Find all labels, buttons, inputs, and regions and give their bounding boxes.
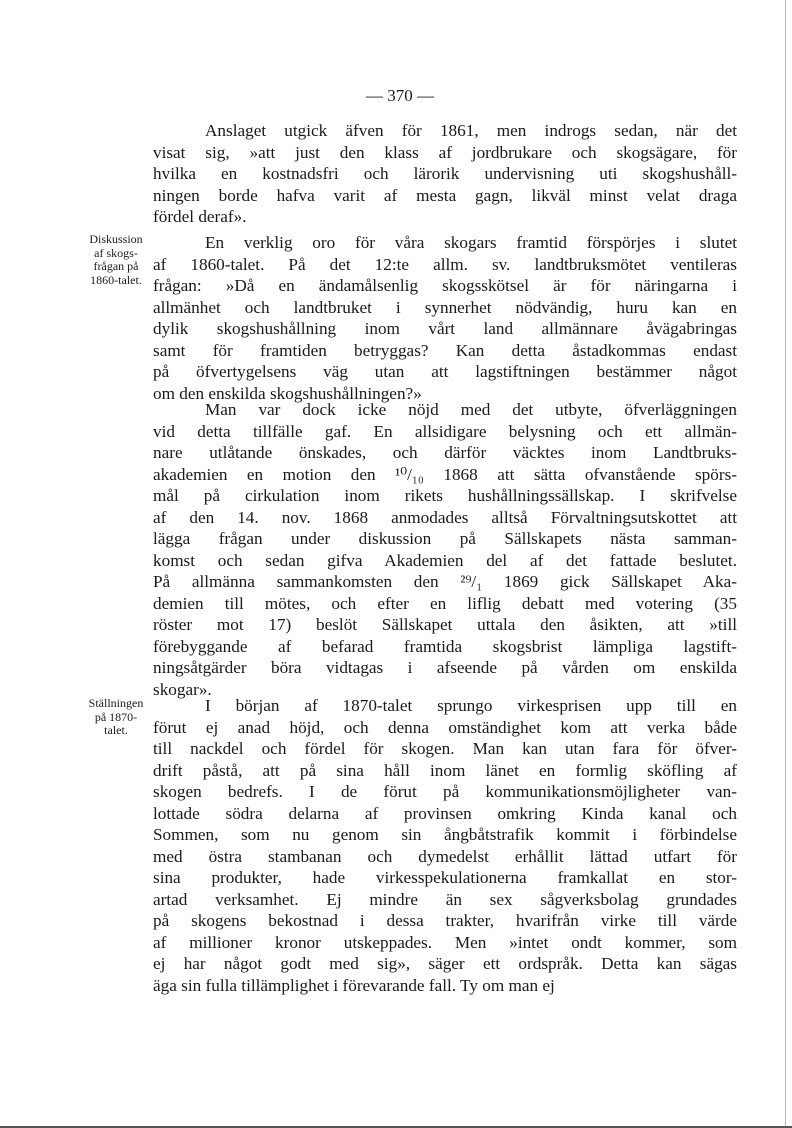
paragraph-4	[153, 695, 737, 996]
text-line: förut ej anad höjd, och denna omständighet kom att verka både	[153, 717, 737, 737]
text-line: med östra stambanan och dymedelst erhållit lättad utfart för	[153, 846, 737, 866]
paragraph-1	[153, 120, 737, 228]
text-line: I början af 1870-talet sprungo virkesprisen upp till en	[205, 696, 737, 715]
text-line: lottade södra delarna af provinsen omkring Kinda kanal och	[153, 803, 737, 823]
margin-note-line: af skogs-	[94, 245, 138, 260]
text-line: om den enskilda skogshushållningen?»	[153, 383, 422, 403]
text-line: allmänhet och landtbruket i synnerhet nödvändig, huru kan en	[153, 297, 737, 317]
margin-note-1870s	[78, 697, 154, 738]
text-line: nare utlåtande önskades, och därför väcktes inom Landtbruks-	[153, 443, 737, 462]
text-line: ningen borde hafva varit af mesta gagn, likväl minst velat draga	[153, 185, 737, 205]
margin-note-line: Ställningen	[88, 696, 144, 710]
text-line: skogar».	[153, 679, 212, 699]
text-line: komst och sedan gifva Akademien del af det fattade beslutet.	[153, 550, 737, 570]
text-line: fördel deraf».	[153, 207, 247, 226]
margin-note-line: 1860-talet.	[90, 272, 142, 287]
text-line: förebyggande af befarad framtida skogsbrist lämpliga lagstift-	[153, 636, 737, 656]
text-line: sina produkter, hade virkesspekulationerna framkallat en stor-	[153, 868, 737, 887]
text-line: samt för framtiden betryggas? Kan detta åstadkommas endast	[153, 340, 737, 360]
paragraph-3	[153, 399, 737, 700]
margin-note-line: talet.	[104, 723, 128, 737]
text-line: På allmänna sammankomsten den ²⁹/₁ 1869 gick Sällskapet Aka-	[153, 572, 737, 591]
text-line: äga sin fulla tillämplighet i förevarande fall. Ty om man ej	[153, 975, 555, 995]
page-number: — 370 —	[366, 86, 434, 105]
text-line: af millioner kronor utskeppades. Men »intet ondt kommer, som	[153, 932, 737, 952]
text-line: skogen bedrefs. I de förut på kommunikationsmöjligheter van-	[153, 782, 737, 801]
text-line: artad verksamhet. Ej mindre än sex sågverksbolag grundades	[153, 889, 737, 909]
text-line: En verklig oro för våra skogars framtid förspörjes i slutet	[205, 233, 737, 252]
text-line: drift påstå, att på sina håll inom länet en formlig sköfling af	[153, 760, 737, 780]
text-line: lägga frågan under diskussion på Sällskapets nästa samman-	[153, 529, 737, 548]
text-line: Anslaget utgick äfven för 1861, men indrogs sedan, när det	[205, 121, 737, 140]
text-line: Man var dock icke nöjd med det utbyte, öfverläggningen	[205, 400, 737, 419]
text-line: frågan: »Då en ändamålsenlig skogsskötsel är för näringarna i	[153, 276, 737, 295]
text-line: vid detta tillfälle gaf. En allsidigare belysning och ett allmän-	[153, 421, 737, 441]
text-line: visat sig, »att just den klass af jordbrukare och skogsägare, för	[153, 142, 737, 162]
text-line: ej har något godt med sig», säger ett ordspråk. Detta kan sägas	[153, 954, 737, 973]
text-line: till nackdel och fördel för skogen. Man kan utan fara för öfver-	[153, 739, 737, 758]
text-line: röster mot 17) beslöt Sällskapet uttala den åsikten, att »till	[153, 615, 737, 634]
text-line: af 1860-talet. På det 12:te allm. sv. landtbruksmötet ventileras	[153, 254, 737, 274]
text-line: på öfvertygelsens väg utan att lagstiftningen bestämmer något	[153, 362, 737, 381]
text-line: akademien en motion den ¹⁰/₁₀ 1868 att sätta ofvanstående spörs-	[153, 464, 737, 484]
margin-note-line: Diskussion	[89, 232, 143, 246]
text-line: på skogens bekostnad i dessa trakter, hvarifrån virke till värde	[153, 911, 737, 930]
text-line: demien till mötes, och efter en liflig debatt med votering (35	[153, 593, 737, 613]
paragraph-2	[153, 232, 737, 404]
text-line: hvilka en kostnadsfri och lärorik undervisning uti skogshushåll-	[153, 164, 737, 183]
margin-note-line: frågan på	[93, 259, 139, 273]
text-line: Sommen, som nu genom sin ångbåtstrafik kommit i förbindelse	[153, 825, 737, 844]
text-line: mål på cirkulation inom rikets hushållningssällskap. I skrifvelse	[153, 486, 737, 505]
text-line: ningsåtgärder böra vidtagas i afseende på vården om enskilda	[153, 658, 737, 677]
margin-note-discussion	[78, 233, 154, 287]
margin-note-line: på 1870-	[94, 709, 138, 724]
text-line: dylik skogshushållning inom vårt land allmännare åvägabringas	[153, 319, 737, 338]
text-line: af den 14. nov. 1868 anmodades alltså Förvaltningsutskottet att	[153, 507, 737, 527]
scan-edge-right	[785, 0, 786, 1128]
